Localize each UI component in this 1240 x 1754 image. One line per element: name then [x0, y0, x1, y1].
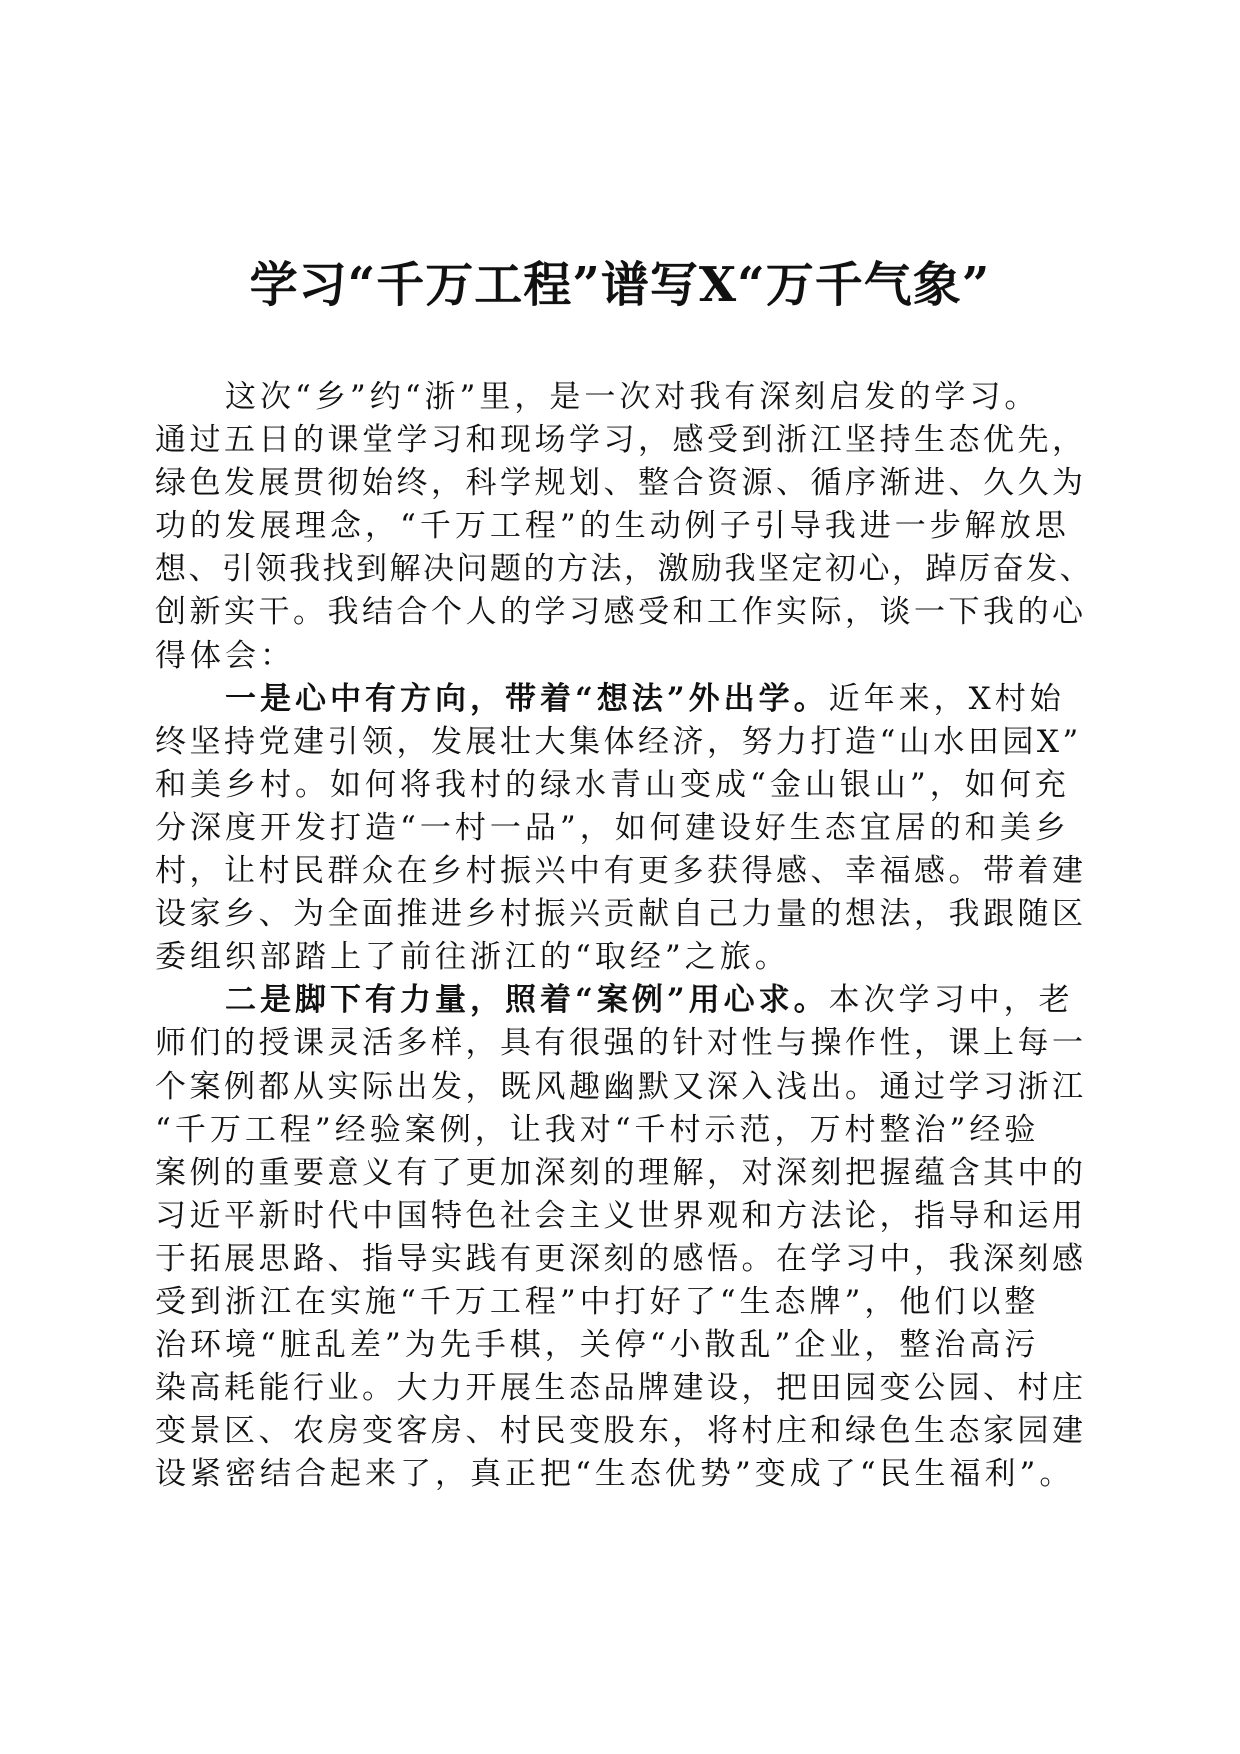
- document-body: [155, 376, 1095, 1496]
- body-line: 分深度开发打造“一村一品”，如何建设好生态宜居的和美乡: [155, 809, 1070, 846]
- body-line: 得体会：: [155, 637, 295, 674]
- body-line: 村，让村民群众在乡村振兴中有更多获得感、幸福感。带着建: [155, 853, 1087, 890]
- body-line: 个案例都从实际出发，既风趣幽默又深入浅出。通过学习浙江: [155, 1068, 1087, 1105]
- body-line: 委组织部踏上了前往浙江的“取经”之旅。: [155, 939, 790, 976]
- body-line: 设紧密结合起来了，真正把“生态优势”变成了“民生福利”。: [155, 1456, 1075, 1493]
- body-line: 师们的授课灵活多样，具有很强的针对性与操作性，课上每一: [155, 1025, 1087, 1062]
- document-title: 学习“千万工程”谱写X“万千气象”: [249, 257, 991, 313]
- body-line: 受到浙江在实施“千万工程”中打好了“生态牌”，他们以整: [155, 1283, 1040, 1320]
- body-line: 绿色发展贯彻始终，科学规划、整合资源、循序渐进、久久为: [155, 465, 1087, 502]
- section-two-line: [155, 979, 1095, 1022]
- section-two-lead: 本次学习中，老: [828, 982, 1074, 1019]
- body-line: 创新实干。我结合个人的学习感受和工作实际，谈一下我的心: [155, 594, 1087, 631]
- body-line: 功的发展理念，“千万工程”的生动例子引导我进一步解放思: [155, 508, 1070, 545]
- section-one-heading: 一是心中有方向，带着“想法”外出学。: [225, 680, 829, 717]
- body-line: 这次“乡”约“浙”里，是一次对我有深刻启发的学习。: [225, 379, 1040, 415]
- section-one-line: [155, 678, 1095, 721]
- section-two-heading: 二是脚下有力量，照着“案例”用心求。: [225, 982, 829, 1019]
- body-line: 终坚持党建引领，发展壮大集体经济，努力打造“山水田园X”: [155, 723, 1082, 760]
- body-line: 和美乡村。如何将我村的绿水青山变成“金山银山”，如何充: [155, 766, 1070, 803]
- body-line: 染高耗能行业。大力开展生态品牌建设，把田园变公园、村庄: [155, 1370, 1087, 1407]
- body-line: 于拓展思路、指导实践有更深刻的感悟。在学习中，我深刻感: [155, 1240, 1087, 1277]
- section-one-lead: 近年来，X村始: [828, 680, 1065, 717]
- body-line: 想、引领我找到解决问题的方法，激励我坚定初心，踔厉奋发、: [155, 551, 1093, 588]
- body-line: “千万工程”经验案例，让我对“千村示范，万村整治”经验: [155, 1111, 1040, 1148]
- body-line: 变景区、农房变客房、村民变股东，将村庄和绿色生态家园建: [155, 1413, 1087, 1450]
- body-line: 设家乡、为全面推进乡村振兴贡献自己力量的想法，我跟随区: [155, 896, 1087, 933]
- body-line: 案例的重要意义有了更加深刻的理解，对深刻把握蕴含其中的: [155, 1154, 1087, 1191]
- body-line: 通过五日的课堂学习和现场学习，感受到浙江坚持生态优先，: [155, 422, 1087, 459]
- body-line: 治环境“脏乱差”为先手棋，关停“小散乱”企业，整治高污: [155, 1327, 1040, 1364]
- body-line: 习近平新时代中国特色社会主义世界观和方法论，指导和运用: [155, 1197, 1087, 1234]
